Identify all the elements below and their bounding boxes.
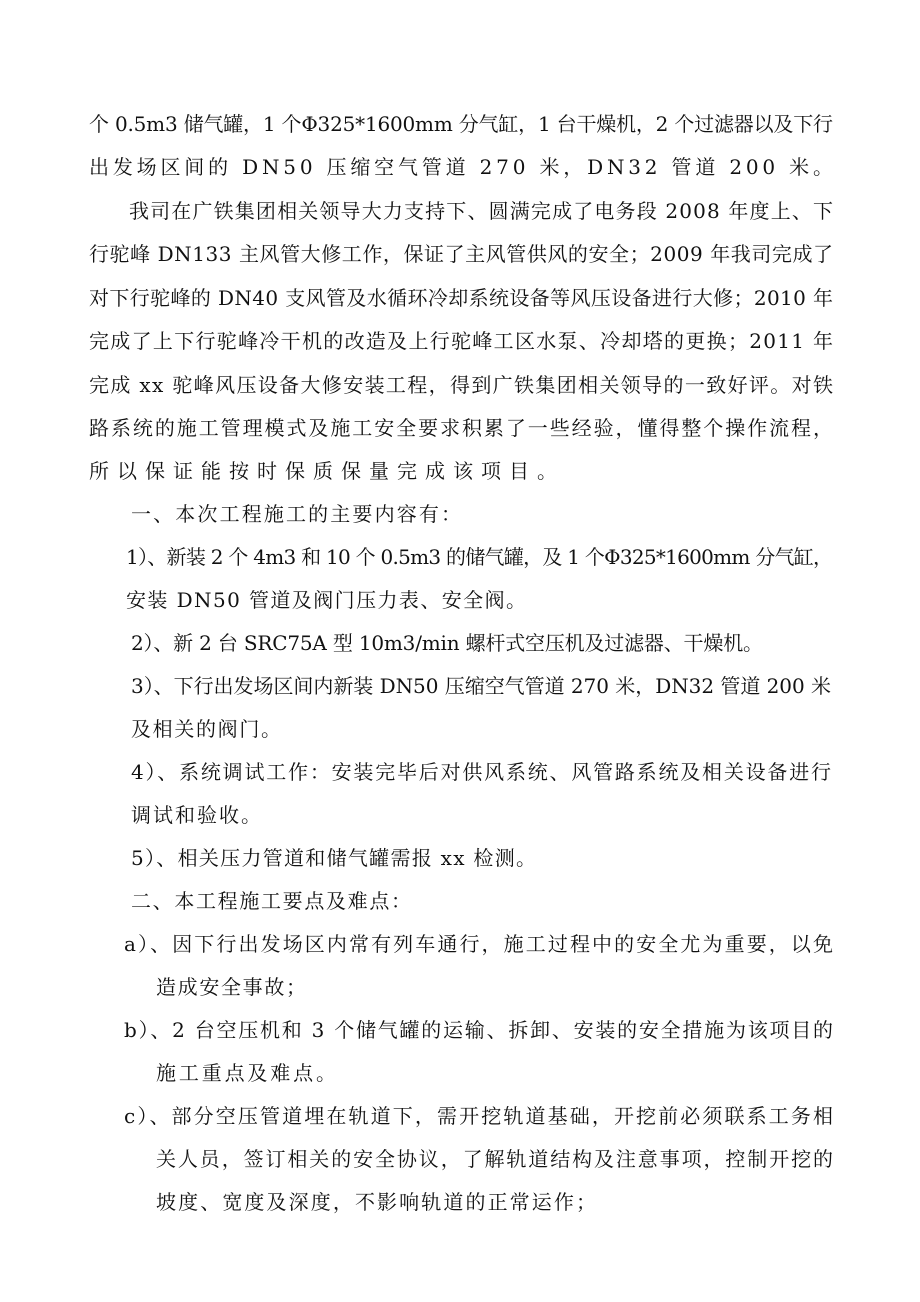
paragraph-line: 对下行驼峰的 DN40 支风管及水循环冷却系统设备等风压设备进行大修；2010 年 — [89, 286, 834, 310]
section-heading: 二、本工程施工要点及难点： — [131, 889, 413, 913]
paragraph-line: 完成 xx 驼峰风压设备大修安装工程，得到广铁集团相关领导的一致好评。对铁 — [89, 373, 835, 397]
list-item-continuation: 坡度、宽度及深度，不影响轨道的正常运作； — [156, 1190, 599, 1214]
list-item-continuation: 施工重点及难点。 — [156, 1061, 339, 1085]
paragraph-line: 个 0.5m3 储气罐，1 个Φ325*1600mm 分气缸，1 台干燥机，2 个过滤器以及下行 — [89, 112, 833, 136]
list-item: 4）、系统调试工作：安装完毕后对供风系统、风管路系统及相关设备进行 — [131, 760, 833, 784]
list-item-continuation: 安装 DN50 管道及阀门压力表、安全阀。 — [126, 588, 528, 612]
list-item: 3）、下行出发场区间内新装 DN50 压缩空气管道 270 米，DN32 管道 200 米 — [131, 674, 831, 698]
list-item-continuation: 造成安全事故； — [156, 975, 308, 999]
paragraph-line: 我司在广铁集团相关领导大力支持下、圆满完成了电务段 2008 年度上、下 — [129, 199, 835, 223]
list-item: a）、因下行出发场区内常有列车通行，施工过程中的安全尤为重要，以免 — [124, 932, 836, 956]
paragraph-line: 出发场区间的 DN50 压缩空气管道 270 米，DN32 管道 200 米。 — [89, 155, 837, 179]
paragraph-line: 路系统的施工管理模式及施工安全要求积累了一些经验，懂得整个操作流程， — [89, 416, 835, 440]
list-item: b）、2 台空压机和 3 个储气罐的运输、拆卸、安装的安全措施为该项目的 — [124, 1018, 835, 1042]
list-item: 2）、新 2 台 SRC75A 型 10m3/min 螺杆式空压机及过滤器、干燥机。 — [131, 631, 763, 655]
paragraph-line: 行驼峰 DN133 主风管大修工作，保证了主风管供风的安全；2009 年我司完成了 — [89, 242, 834, 266]
section-heading: 一、本次工程施工的主要内容有： — [131, 502, 464, 526]
list-item-continuation: 调试和验收。 — [131, 803, 263, 827]
list-item-continuation: 及相关的阀门。 — [131, 717, 283, 741]
list-item: 1）、新装 2 个 4m3 和 10 个 0.5m3 的储气罐，及 1 个Φ325*1600mm 分气缸， — [126, 545, 833, 569]
list-item-continuation: 关人员，签订相关的安全协议，了解轨道结构及注意事项，控制开挖的 — [156, 1147, 835, 1171]
list-item: 5）、相关压力管道和储气罐需报 xx 检测。 — [131, 846, 538, 870]
paragraph-line: 完成了上下行驼峰冷干机的改造及上行驼峰工区水泵、冷却塔的更换；2011 年 — [89, 329, 835, 353]
list-item: c）、部分空压管道埋在轨道下，需开挖轨道基础，开挖前必须联系工务相 — [124, 1104, 836, 1128]
paragraph-line: 所以保证能按时保质保量完成该项目。 — [89, 459, 565, 483]
